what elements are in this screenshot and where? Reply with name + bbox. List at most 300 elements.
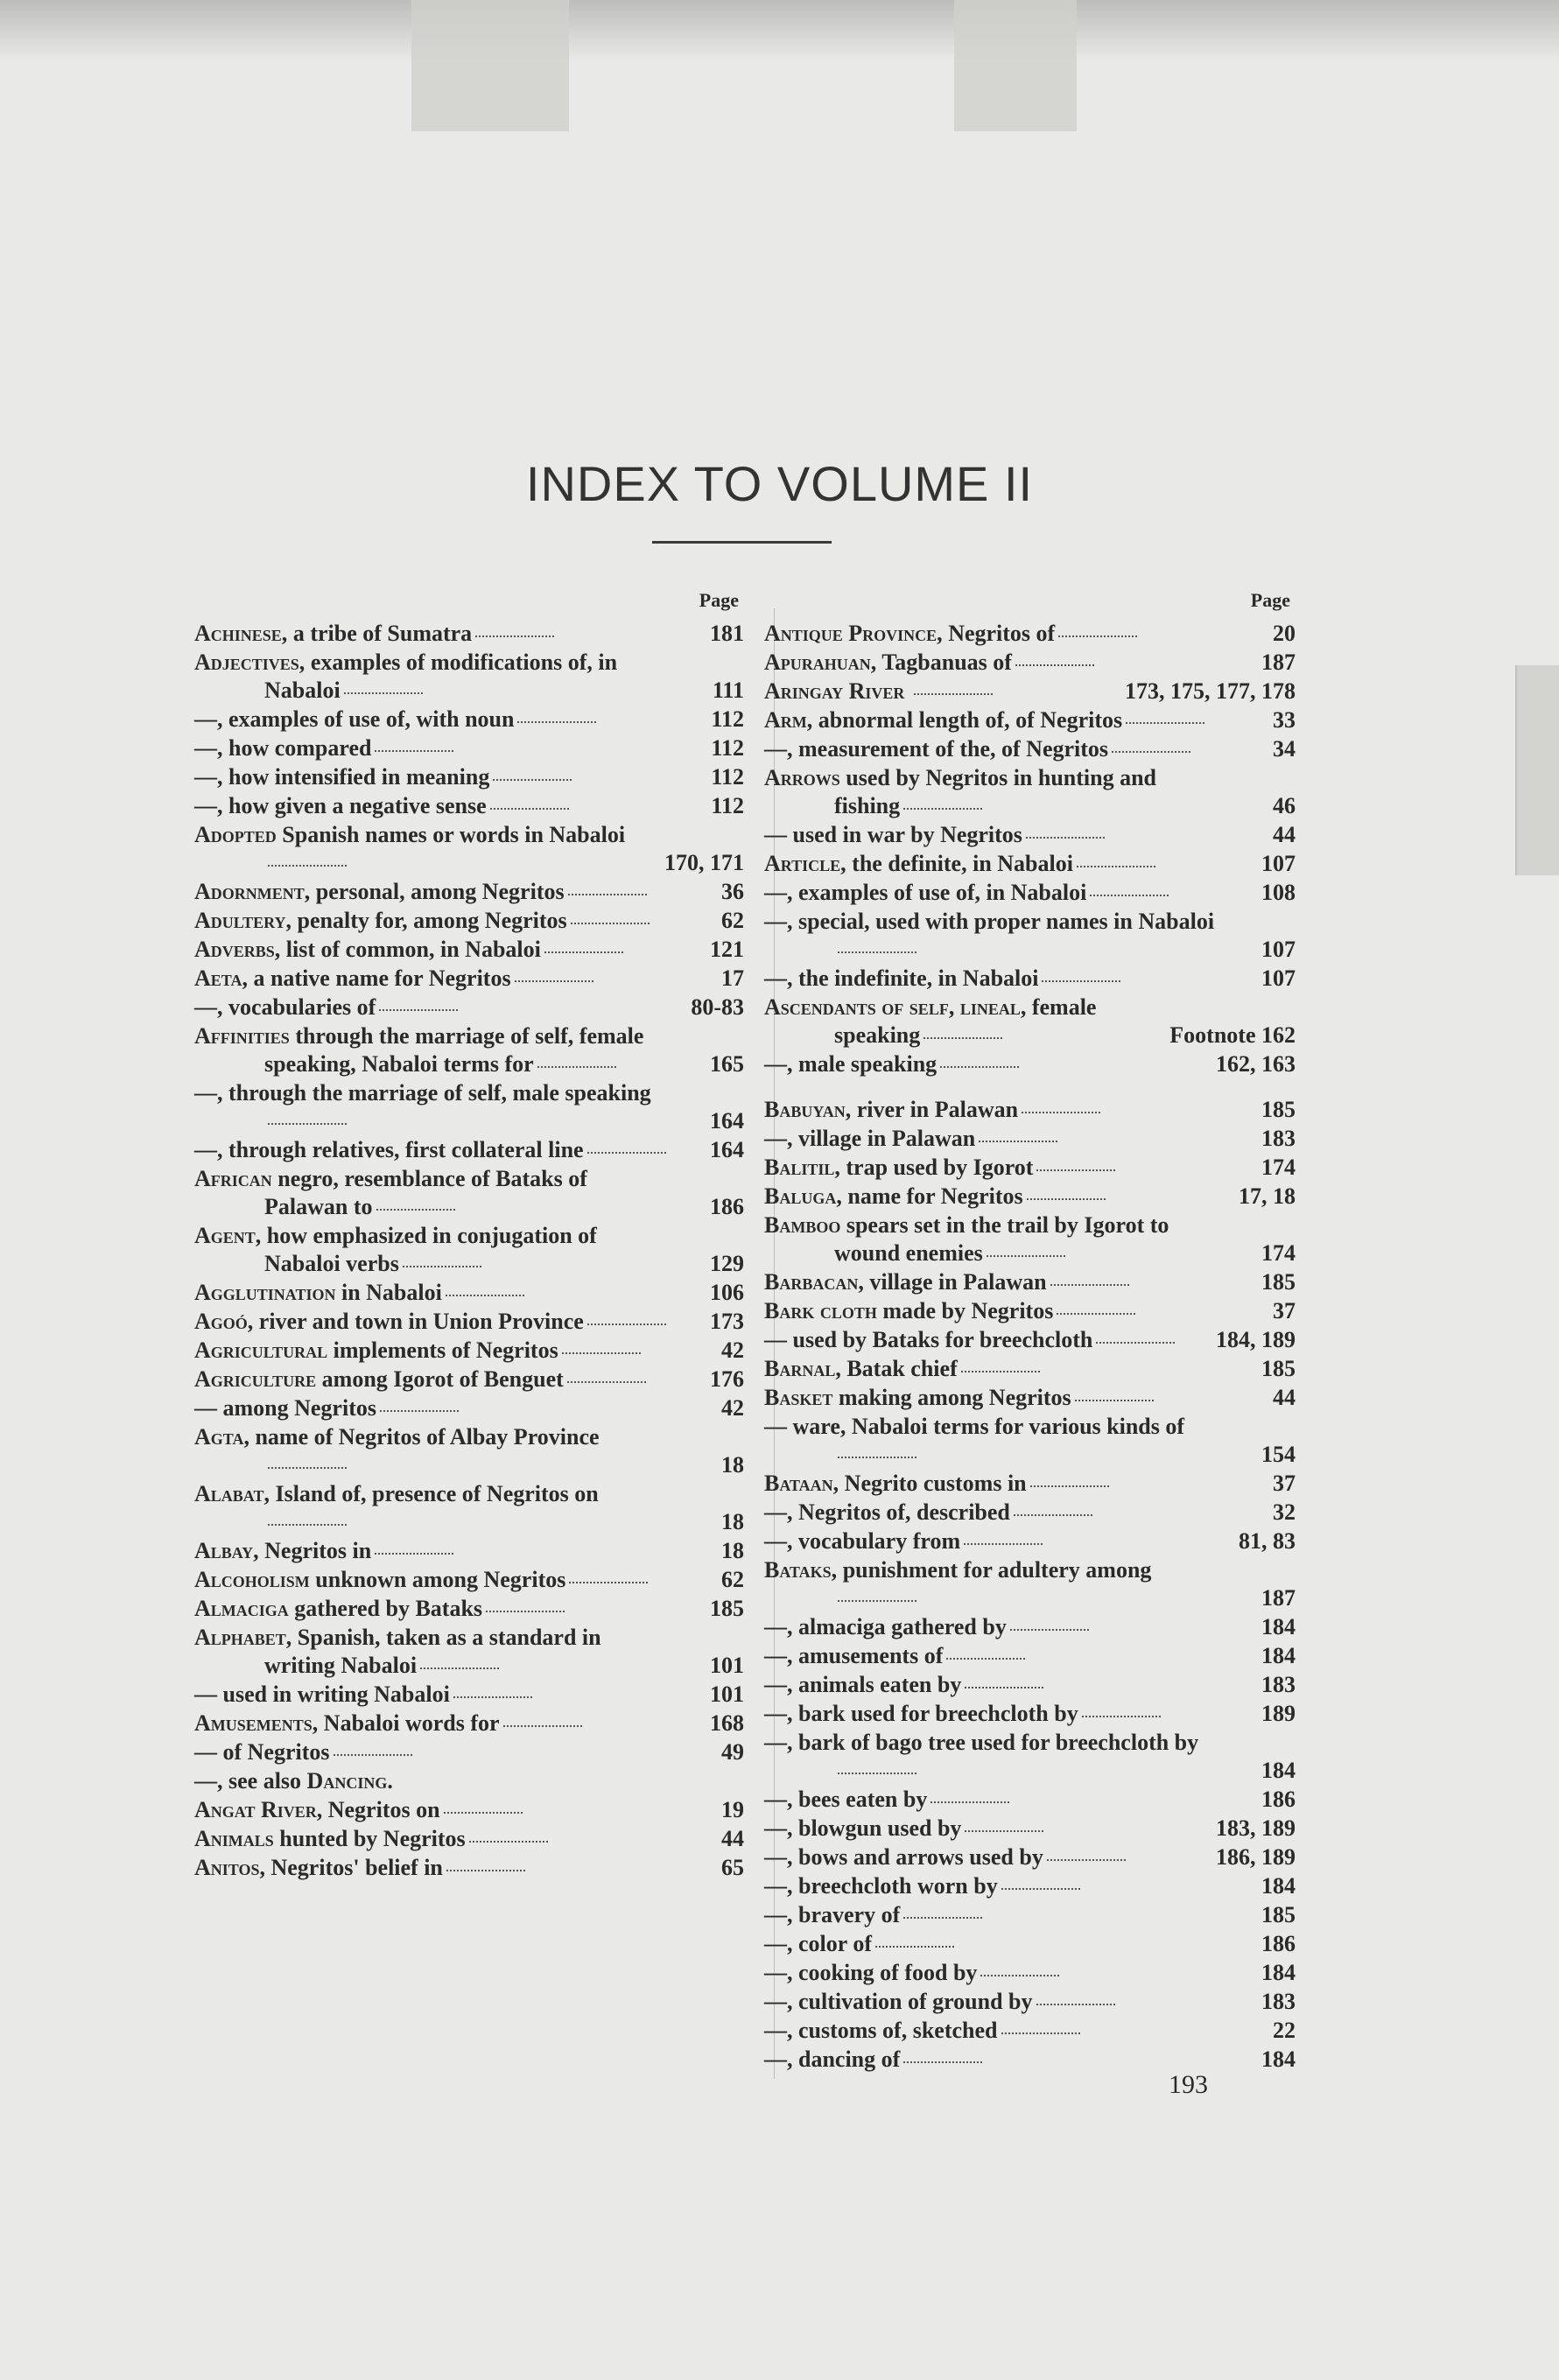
index-entry-head: Alphabet,: [194, 1625, 292, 1650]
index-entry-page: 112: [711, 706, 744, 732]
index-entry-description: bees eaten by: [798, 1787, 928, 1812]
index-entry-page: 184: [1261, 1960, 1296, 1985]
index-entry: [764, 908, 1296, 964]
index-entry: [194, 1796, 744, 1824]
leader-dots: [1030, 1485, 1109, 1487]
index-entry-text: [764, 850, 1227, 878]
index-entry-page: 183: [1261, 1126, 1296, 1151]
leader-dots: [490, 808, 569, 810]
index-entry-page: 154: [1261, 1442, 1296, 1467]
page-title: INDEX TO VOLUME II: [525, 456, 1034, 511]
index-entry: [764, 965, 1296, 993]
index-entry-page: 22: [1273, 2018, 1296, 2043]
leader-dots: [503, 1725, 582, 1727]
leader-dots: [1014, 1514, 1092, 1516]
index-entry-head: Basket: [764, 1385, 833, 1410]
index-entry: [194, 1767, 744, 1795]
index-entry-description: in Nabaloi: [341, 1280, 442, 1305]
index-entry-head: —,: [764, 736, 793, 762]
index-entry-head: —,: [764, 1126, 793, 1151]
index-entry: [194, 1394, 744, 1422]
index-entry-description: how intensified in meaning: [228, 764, 490, 790]
index-entry-description: made by Negritos: [882, 1298, 1054, 1323]
index-entry-head: Apurahuan,: [764, 649, 877, 675]
index-entry-page: 183: [1261, 1672, 1296, 1697]
leader-dots: [980, 1975, 1059, 1976]
index-entry-head: —,: [764, 1873, 793, 1899]
index-entry-page: 44: [1273, 822, 1296, 847]
index-entry-page: 184: [1261, 1614, 1296, 1639]
index-entry-page: 106: [710, 1280, 744, 1305]
page-number: 193: [1169, 2070, 1208, 2099]
leader-dots: [838, 1600, 916, 1602]
index-entry-description: examples of use of, with noun: [228, 706, 515, 732]
index-entry: [764, 1211, 1296, 1267]
index-entry-text: [194, 1136, 676, 1164]
index-entry-text: [764, 1988, 1227, 2016]
leader-dots: [562, 1352, 641, 1354]
index-entry: [764, 649, 1296, 677]
index-entry-description: implements of Negritos: [333, 1337, 558, 1363]
index-entry-head: —,: [764, 1701, 793, 1726]
leader-dots: [380, 1410, 459, 1412]
index-entry-page: 62: [721, 1567, 744, 1592]
index-entry-head: Article,: [764, 851, 846, 876]
leader-dots: [376, 1209, 455, 1211]
leader-dots: [446, 1870, 525, 1871]
index-entry-head: Agricultural: [194, 1337, 328, 1363]
index-entry-text: [764, 908, 1227, 964]
index-entry: [194, 734, 744, 762]
leader-dots: [979, 1141, 1057, 1142]
index-entry-text: [194, 763, 676, 791]
index-entry: [194, 792, 744, 820]
index-entry-page: 81, 83: [1239, 1528, 1296, 1554]
index-entry-text: [764, 1413, 1227, 1469]
leader-dots: [537, 1066, 616, 1068]
index-entry-head: —,: [764, 1960, 793, 1985]
index-entry-head: Agglutination: [194, 1280, 336, 1305]
index-entry-head: Ascendants of self, lineal,: [764, 994, 1027, 1020]
index-entry-head: Anitos,: [194, 1855, 265, 1880]
leader-dots: [1090, 895, 1169, 896]
index-entry-text: [764, 1671, 1227, 1699]
index-entry: [194, 1136, 744, 1164]
index-entry-description: how given a negative sense: [228, 793, 487, 818]
index-entry-head: Balitil,: [764, 1155, 840, 1180]
index-entry: [194, 1595, 744, 1623]
index-entry-page: 20: [1273, 621, 1296, 646]
index-entry-text: [764, 2046, 1227, 2074]
leader-dots: [1042, 980, 1120, 982]
index-entry-description: bark of bago tree used for breechcloth by: [798, 1730, 1199, 1755]
index-entry-description: hunted by Negritos: [279, 1826, 466, 1851]
index-entry: [764, 1096, 1296, 1124]
index-entry: [764, 1125, 1296, 1153]
index-entry-description: Tagbanuas of: [881, 649, 1012, 675]
index-entry-page: 101: [710, 1653, 744, 1678]
index-entry: [764, 1183, 1296, 1211]
leader-dots: [1001, 2032, 1080, 2034]
index-entry-page: 107: [1261, 851, 1296, 876]
index-entry-description: special, used with proper names in Nabaloi: [798, 909, 1215, 934]
index-entry-page: 36: [721, 879, 744, 904]
leader-dots: [903, 1917, 982, 1919]
index-entry-text: [764, 677, 1113, 706]
leader-dots: [923, 1037, 1002, 1039]
index-entry-head: —: [764, 1414, 787, 1439]
leader-dots: [1075, 1400, 1154, 1401]
index-entry-description: personal, among Negritos: [315, 879, 565, 904]
index-entry-head: —,: [194, 1080, 223, 1106]
index-entry-page: 184: [1261, 1643, 1296, 1668]
index-entry-description: a tribe of Sumatra: [292, 621, 473, 646]
index-entry: [194, 1854, 744, 1882]
page-flap: [1515, 665, 1559, 875]
index-entry-text: [764, 1901, 1227, 1929]
index-entry: [764, 850, 1296, 878]
index-entry-head: Adopted: [194, 822, 277, 847]
leader-dots: [486, 1611, 565, 1612]
index-entry-head: Antique Province,: [764, 621, 943, 646]
leader-dots: [469, 1841, 548, 1843]
index-entry: [194, 1825, 744, 1853]
index-entry-head: Adjectives,: [194, 649, 305, 675]
index-entry-page: 168: [710, 1710, 744, 1736]
index-entry-head: Arrows: [764, 765, 840, 790]
index-entry-head: African: [194, 1166, 272, 1191]
index-entry-text: [194, 620, 676, 648]
leader-dots: [1001, 1888, 1080, 1890]
index-entry: [764, 1355, 1296, 1383]
index-entry-page: 184: [1261, 1873, 1296, 1899]
index-entry: [194, 936, 744, 964]
index-entry-head: Alcoholism: [194, 1567, 310, 1592]
index-entry-head: —,: [764, 1787, 793, 1812]
index-entry-page: 187: [1261, 649, 1296, 675]
index-entry: [764, 764, 1296, 820]
leader-dots: [946, 1658, 1025, 1660]
index-entry-page: 186: [710, 1194, 744, 1219]
index-entry-text: [764, 1125, 1227, 1153]
index-entry-description: village in Palawan: [798, 1126, 976, 1151]
index-entry-description: among Negritos: [222, 1395, 376, 1421]
index-entry-page: 185: [1261, 1269, 1296, 1295]
index-entry: [194, 1222, 744, 1278]
index-entry-description: gathered by Bataks: [294, 1596, 483, 1621]
index-entry-text: [764, 620, 1227, 648]
index-entry-description: through the marriage of self, female speaking, Nabaloi terms for: [264, 1023, 644, 1077]
index-entry-page: 174: [1261, 1240, 1296, 1266]
index-entry-page: 186: [1261, 1931, 1296, 1956]
index-entry-description: Negritos in: [264, 1538, 372, 1563]
index-entry-text: [194, 1480, 676, 1536]
index-entry: [194, 1480, 744, 1536]
index-entry-description: see also: [228, 1768, 302, 1794]
index-entry: [194, 878, 744, 906]
index-entry-description: vocabulary from: [798, 1528, 961, 1554]
index-entry-page: 183, 189: [1216, 1815, 1296, 1841]
index-entry: [764, 1556, 1296, 1612]
index-entry: [764, 1872, 1296, 1900]
index-entry: [764, 735, 1296, 763]
leader-dots: [1022, 1112, 1100, 1113]
index-entry-page: 129: [710, 1251, 744, 1276]
tape-strip: [954, 0, 1077, 131]
index-entry: [764, 1815, 1296, 1843]
index-entry-page: 181: [710, 621, 744, 646]
index-entry-description: used in writing Nabaloi: [222, 1681, 450, 1707]
index-entry-head: Alabat,: [194, 1481, 270, 1506]
index-entry-text: [194, 706, 676, 734]
index-entry-head: —,: [194, 764, 223, 790]
leader-dots: [930, 1801, 1009, 1803]
index-entry-text: [194, 1566, 676, 1594]
index-entry-description: Negritos of, described: [798, 1499, 1010, 1525]
index-entry-text: [194, 792, 676, 820]
leader-dots: [587, 1152, 666, 1154]
index-entry-description: used in war by Negritos: [792, 822, 1022, 847]
index-entry-head: Baluga,: [764, 1183, 842, 1209]
index-entry-text: [764, 1959, 1227, 1987]
index-entry-description: female speaking: [834, 994, 1097, 1048]
index-entry-description: color of: [798, 1931, 872, 1956]
index-entry-text: [194, 1767, 676, 1795]
leader-dots: [1036, 2004, 1115, 2005]
index-entry: [194, 1624, 744, 1680]
index-entry-text: [764, 2017, 1227, 2045]
leader-dots: [571, 923, 650, 924]
index-entry-text: [764, 965, 1227, 993]
index-entry-head: —,: [764, 1902, 793, 1927]
index-entry-text: [194, 1825, 676, 1853]
leader-dots: [420, 1667, 499, 1669]
index-entry-description: used by Negritos in hunting and fishing: [834, 765, 1157, 818]
leader-dots: [493, 779, 572, 781]
index-entry-head: Bamboo: [764, 1212, 841, 1238]
index-entry: [764, 1901, 1296, 1929]
index-entry-page: 174: [1261, 1155, 1296, 1180]
index-entry-description: Batak chief: [846, 1356, 958, 1381]
index-entry: [194, 1366, 744, 1394]
index-entry-head: Adultery,: [194, 908, 292, 933]
index-entry: [194, 1165, 744, 1221]
index-entry-page: 49: [721, 1739, 744, 1765]
index-entry-head: —: [194, 1395, 217, 1421]
index-entry-head: Agent,: [194, 1223, 262, 1248]
index-entry-text: [764, 1872, 1227, 1900]
index-entry: [194, 620, 744, 648]
index-entry-description: name for Negritos: [847, 1183, 1023, 1209]
index-entry-page: 184, 189: [1216, 1327, 1296, 1352]
index-entry-head: —,: [764, 909, 793, 934]
index-entry: [194, 1079, 744, 1135]
index-entry-head: —,: [764, 1499, 793, 1525]
index-entry-page: 65: [721, 1855, 744, 1880]
index-entry: [764, 677, 1296, 706]
index-entry-text: [194, 1624, 676, 1680]
leader-dots: [964, 1543, 1043, 1545]
index-entry-text: [764, 1527, 1226, 1555]
index-entry-head: Adornment,: [194, 879, 311, 904]
index-entry-head: Agta,: [194, 1424, 249, 1450]
leader-dots: [838, 1773, 916, 1774]
leader-dots: [1057, 1313, 1135, 1315]
leader-dots: [1047, 1859, 1126, 1861]
index-entry-head: —,: [194, 735, 223, 761]
index-entry: [764, 1413, 1296, 1469]
index-entry-text: [764, 1642, 1227, 1670]
index-entry: [764, 879, 1296, 907]
index-entry-description: animals eaten by: [798, 1672, 962, 1697]
index-entry-description: bark used for breechcloth by: [798, 1701, 1078, 1726]
index-entry: [764, 620, 1296, 648]
index-entry-text: [764, 1297, 1227, 1325]
leader-dots: [1112, 751, 1190, 753]
index-entry: [764, 706, 1296, 734]
index-entry-page: 112: [711, 793, 744, 818]
index-entry-page: 176: [710, 1366, 744, 1392]
index-entry-head: Adverbs,: [194, 937, 281, 962]
index-entry-head: —,: [764, 1844, 793, 1870]
index-entry: [194, 993, 744, 1022]
index-entry-text: [194, 965, 676, 993]
index-entry-description: unknown among Negritos: [315, 1567, 566, 1592]
leader-dots: [1010, 1629, 1089, 1631]
index-entry-head: Agoó,: [194, 1309, 254, 1334]
index-entry: [764, 2017, 1296, 2045]
index-entry-head: Arm,: [764, 707, 813, 733]
index-entry-page: 189: [1261, 1701, 1296, 1726]
title-rule: [652, 541, 832, 544]
index-entry-page: 185: [1261, 1356, 1296, 1381]
index-entry: [764, 1988, 1296, 2016]
index-entry-description: list of common, in Nabaloi: [285, 937, 541, 962]
leader-dots: [1096, 1342, 1175, 1344]
index-entry: [764, 821, 1296, 849]
index-entry-head: —,: [764, 2018, 793, 2043]
index-entry-description: through relatives, first collateral line: [228, 1137, 584, 1162]
index-entry-text: [194, 993, 676, 1022]
index-entry-head: Barnal,: [764, 1356, 841, 1381]
index-entry-head: —,: [764, 2047, 793, 2072]
page-column-header: Page: [1250, 589, 1290, 611]
leader-dots: [987, 1255, 1065, 1257]
index-entry-text: [194, 821, 652, 877]
index-entry-page: 187: [1261, 1585, 1296, 1611]
index-entry-text: [764, 764, 1227, 820]
index-entry-head: Babuyan,: [764, 1097, 852, 1122]
index-entry-description: Nabaloi words for: [323, 1710, 500, 1736]
index-entry-head: —: [764, 1327, 787, 1352]
index-entry-page: 46: [1273, 793, 1296, 818]
index-entry-text: [194, 649, 676, 705]
leader-dots: [515, 980, 593, 982]
index-entry-text: [764, 1326, 1204, 1354]
index-entry-text: [194, 1308, 676, 1336]
index-entry-text: [194, 1394, 676, 1422]
index-entry-text: [764, 1613, 1227, 1641]
leader-dots: [965, 1830, 1043, 1832]
index-entry: [194, 1566, 744, 1594]
index-entry-description: negro, resemblance of Bataks of Palawan to: [264, 1166, 587, 1219]
leader-dots: [1058, 635, 1137, 637]
index-entry-text: [194, 1165, 676, 1221]
index-entry-page: 173, 175, 177, 178: [1125, 678, 1296, 704]
index-entry-description: examples of modifications of, in Nabaloi: [264, 649, 618, 703]
index-entry: [764, 1154, 1296, 1182]
index-entry-description: a native name for Negritos: [253, 965, 511, 991]
index-entry-text: [194, 1423, 676, 1479]
index-entry-text: [764, 1499, 1227, 1527]
index-entry-head: Angat River,: [194, 1797, 323, 1822]
leader-dots: [475, 635, 554, 637]
index-entry-head: Agriculture: [194, 1366, 317, 1392]
index-entry-page: 107: [1261, 965, 1296, 991]
index-entry: [764, 1642, 1296, 1670]
index-entry-description: Spanish, taken as a standard in writing Nabaloi: [264, 1625, 601, 1678]
index-entry-page: 32: [1273, 1499, 1296, 1525]
index-entry-head: —,: [194, 994, 223, 1020]
index-entry-description: Negritos' belief in: [270, 1855, 443, 1880]
index-entry-text: [194, 1595, 676, 1623]
index-entry-page: 80-83: [691, 994, 744, 1020]
index-entry-page: 185: [1261, 1097, 1296, 1122]
leader-dots: [334, 1754, 412, 1756]
index-entry-text: [764, 706, 1227, 734]
index-entry-description: cultivation of ground by: [798, 1989, 1033, 2014]
index-entry: [764, 1297, 1296, 1325]
index-entry-text: [194, 1738, 676, 1766]
index-entry-head: —: [194, 1681, 217, 1707]
leader-dots: [403, 1266, 481, 1267]
index-entry-description: river in Palawan: [856, 1097, 1019, 1122]
index-entry: [194, 1710, 744, 1738]
leader-dots: [1050, 1284, 1129, 1286]
index-entry-page: 18: [721, 1509, 744, 1534]
scan-shadow: [0, 0, 1559, 61]
index-entry-head: —,: [764, 965, 793, 991]
index-entry-text: [194, 878, 676, 906]
leader-dots: [1082, 1716, 1161, 1717]
index-entry: [194, 706, 744, 734]
leader-dots: [914, 693, 993, 695]
index-entry-head: —,: [194, 706, 223, 732]
index-entry-page: 165: [710, 1051, 744, 1077]
index-entry-text: [764, 821, 1227, 849]
index-entry-page: 164: [710, 1108, 744, 1134]
index-entry-text: [764, 735, 1227, 763]
index-entry: [764, 1700, 1296, 1728]
index-entry-text: [764, 1930, 1227, 1958]
index-entry-description: dancing of: [798, 2047, 901, 2072]
index-entry-page: 186, 189: [1216, 1844, 1296, 1870]
index-entry-page: 44: [1273, 1385, 1296, 1410]
index-entry-description: the indefinite, in Nabaloi: [798, 965, 1039, 991]
leader-dots: [569, 1582, 648, 1583]
leader-dots: [875, 1946, 954, 1948]
leader-dots: [375, 1553, 453, 1555]
leader-dots: [1026, 837, 1105, 839]
index-entry: [194, 1308, 744, 1336]
index-entry-text: [764, 1815, 1204, 1843]
leader-dots: [1027, 1198, 1106, 1200]
leader-dots: [961, 1371, 1040, 1373]
index-entry-text: [764, 1700, 1227, 1728]
index-entry-description: spears set in the trail by Igorot to wound enemies: [834, 1212, 1169, 1266]
index-entry-page: 184: [1261, 2047, 1296, 2072]
index-entry-head: Almaciga: [194, 1596, 289, 1621]
